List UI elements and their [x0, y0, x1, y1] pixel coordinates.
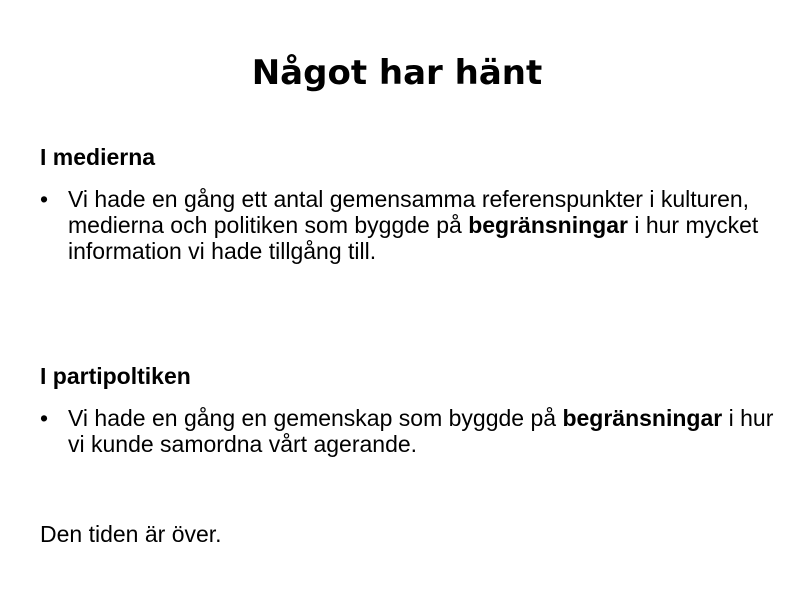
bullet-text — [40, 186, 780, 264]
bullet-text-before: Vi hade en gång en gemenskap som byggde på — [68, 405, 563, 431]
bullet-medierna — [40, 186, 780, 264]
bullet-text-before: Vi hade en gång ett antal gemensamma referenspunkter i kulturen, medierna och politiken som byggde på — [68, 186, 750, 238]
bullet-text-after: i hur mycket information vi hade tillgång till. — [68, 212, 759, 264]
closing-statement: Den tiden är över. — [40, 521, 222, 547]
slide-title: Något har hänt — [251, 53, 543, 93]
bullet-marker: • — [40, 405, 49, 431]
bullet-partipoltiken — [40, 405, 780, 457]
bullet-text-emphasis: begränsningar — [468, 212, 628, 238]
section-heading-medierna: I medierna — [40, 144, 156, 170]
section-heading-partipoltiken: I partipoltiken — [40, 363, 191, 389]
bullet-text — [40, 405, 780, 457]
bullet-text-emphasis: begränsningar — [562, 405, 723, 431]
bullet-text-after: i hur vi kunde samordna vårt agerande. — [68, 405, 774, 457]
bullet-marker: • — [40, 186, 49, 212]
